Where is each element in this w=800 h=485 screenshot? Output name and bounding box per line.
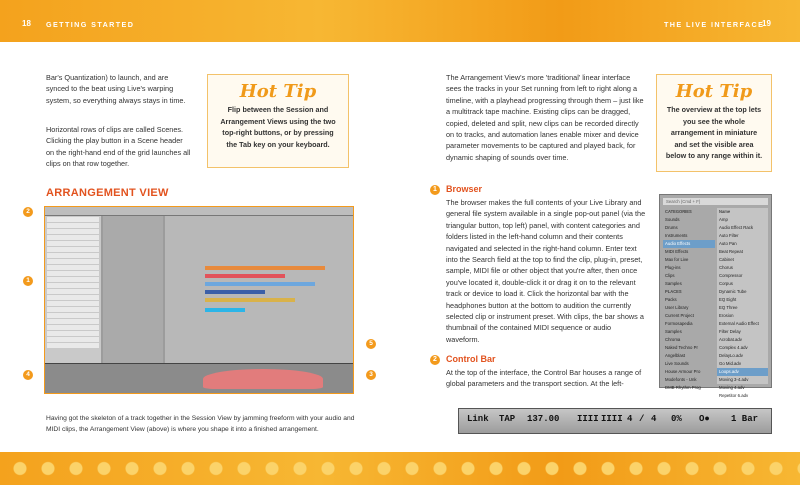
browser-item[interactable]: Erosion [719, 313, 734, 318]
arrangement-caption: Having got the skeleton of a track together in the Session View by jamming freeform with your audio and MIDI clips, the Arrangement View (above) is where you shape it into a finished arrangement. [46, 415, 355, 433]
place-item[interactable]: Modefonts - Unk [665, 377, 697, 382]
left-page-number: 18 [22, 19, 31, 28]
signature-numerator[interactable]: 4 [627, 414, 633, 424]
callout-3: 3 [366, 370, 376, 380]
browser-heading: Browser [446, 184, 483, 194]
control-bar-heading: Control Bar [446, 354, 496, 364]
arrangement-view-screenshot [44, 206, 354, 394]
callout-2: 2 [23, 207, 33, 217]
tap-button[interactable]: TAP [499, 414, 516, 424]
browser-item[interactable]: Filter Delay [719, 329, 741, 334]
hot-tip-title-right: Hot Tip [675, 81, 753, 102]
right-running-title: THE LIVE INTERFACE [664, 20, 765, 29]
browser-item[interactable]: Moving 3-4.adv [719, 377, 749, 382]
arrangement-toolbar [45, 207, 353, 216]
browser-item[interactable]: Chorus [719, 265, 733, 270]
browser-item[interactable]: Cabinet [719, 257, 734, 262]
arrangement-view-heading: ARRANGEMENT VIEW [46, 187, 169, 199]
hot-tip-box-left [207, 74, 349, 168]
left-running-title: GETTING STARTED [46, 20, 135, 29]
hot-tip-box-right [656, 74, 772, 172]
category-item-selected[interactable]: Audio Effects [663, 240, 715, 248]
browser-paragraph: The browser makes the full contents of your Live Library and general file system available in a single pop-out panel (via the triangular button, top left) panel, with content categories and folders listed in the left-hand column and their contents navigated and selected in the right-hand column. Enter text into the Search field at the top to find the clip, plug-in, preset, sample, MIDI file or other object that you're after, then once you've located it, double-click it or drag it on to the relevant track or device to load it. Click the horizontal bar with the headphones button at the bottom to audition the currently selected clip or instrument preset. With clips, the bar shows a thumbnail of the contained MIDI sequence or audio waveform. [446, 198, 646, 344]
browser-item[interactable]: Complex 4.adv [719, 345, 748, 350]
nudge-up-button[interactable]: IIII [601, 414, 623, 424]
category-item[interactable]: Plug-ins [665, 265, 681, 270]
place-item[interactable]: Naked Techno Pr [665, 345, 698, 350]
right-page-number: 19 [762, 19, 771, 28]
browser-item[interactable]: External Audio Effect [719, 321, 759, 326]
callout-4: 4 [23, 370, 33, 380]
metronome-icon[interactable]: O● [699, 414, 710, 424]
place-item[interactable]: Angelblast [665, 353, 686, 358]
name-column-heading: Name [719, 209, 731, 214]
place-item[interactable]: User Library [665, 305, 689, 310]
browser-item[interactable]: EQ Eight [719, 297, 737, 302]
nudge-down-button[interactable]: IIII [577, 414, 599, 424]
hot-tip-title: Hot Tip [239, 81, 317, 102]
categories-heading: CATEGORIES [665, 209, 692, 214]
category-item[interactable]: Clips [665, 273, 675, 278]
browser-number-badge: 1 [430, 185, 440, 195]
left-paragraph-1: Bar's Quantization) to launch, and are synced to the beat using Live's warping system, so everything always stays in time. [46, 73, 186, 105]
category-item[interactable]: Instruments [665, 233, 688, 238]
browser-item[interactable]: Auto Pan [719, 241, 737, 246]
cpu-meter: 0% [671, 414, 682, 424]
waveform-display [203, 369, 323, 389]
browser-item-selected[interactable]: Loops.adv [717, 368, 768, 376]
control-bar-screenshot [458, 408, 772, 434]
arrangement-file-list [103, 216, 163, 363]
hot-tip-body-right: The overview at the top lets you see the whole arrangement in miniature and set the visible area below to any range within it. [665, 105, 763, 160]
browser-item[interactable]: Go Mid.adv [719, 361, 741, 366]
place-item[interactable]: House Armour Pro [665, 369, 701, 374]
browser-item[interactable]: Dynamic Tube [719, 289, 747, 294]
browser-item[interactable]: Moving 4.adv [719, 385, 745, 390]
place-item[interactable]: Samples [665, 329, 682, 334]
category-item[interactable]: Drums [665, 225, 678, 230]
link-button[interactable]: Link [467, 414, 489, 424]
place-item[interactable]: Chroma [665, 337, 681, 342]
hot-tip-body: Flip between the Session and Arrangement Views using the two top-right buttons, or by pressing the Tab key on your keyboard. [220, 105, 336, 149]
places-heading: PLACES [665, 289, 682, 294]
browser-item[interactable]: DelayLo.adv [719, 353, 743, 358]
browser-panel-screenshot [659, 194, 772, 398]
browser-item[interactable]: Auto Filter [719, 233, 739, 238]
browser-search-field[interactable]: Search (Cmd + F) [663, 198, 768, 205]
browser-item[interactable]: Audio Effect Rack [719, 225, 754, 230]
tempo-field[interactable]: 137.00 [527, 414, 560, 424]
browser-item[interactable]: Repetitor 6.adv [719, 393, 749, 398]
signature-slash: / [639, 414, 645, 424]
place-item[interactable]: Packs [665, 297, 677, 302]
browser-item[interactable]: EQ Three [719, 305, 738, 310]
category-item[interactable]: Samples [665, 281, 682, 286]
browser-item[interactable]: Acrobat.adv [719, 337, 742, 342]
arrangement-track-lanes [165, 216, 353, 363]
quantize-menu[interactable]: 1 Bar [731, 414, 759, 424]
browser-right-column [717, 208, 768, 398]
right-paragraph-1: The Arrangement View's more 'traditional' linear interface sees the tracks in your Set running from left to right along a timeline, with a playhead progressing through them – just like a multitrack tape machine. Existing clips can be dragged, copied, deleted and split, new clips can be recorded directly on to tracks, and automation lanes enable mixer and device parameter movements to be captured and played back, for dynamic shaping of sounds over time. [446, 73, 644, 162]
control-bar-number-badge: 2 [430, 355, 440, 365]
category-item[interactable]: MIDI Effects [665, 249, 689, 254]
browser-item[interactable]: Beat Repeat [719, 249, 743, 254]
browser-item[interactable]: Compressor [719, 273, 743, 278]
control-bar-paragraph: At the top of the interface, the Control Bar houses a range of global parameters and the transport section. At the left- [446, 368, 642, 389]
left-paragraph-2: Horizontal rows of clips are called Scenes. Clicking the play button in a Scene header on the right-hand end of the grid launches all clips on that row together. [46, 125, 191, 169]
place-item[interactable]: DMB Rhythm Prog [665, 385, 701, 390]
footer-band [0, 452, 800, 485]
callout-1: 1 [23, 276, 33, 286]
browser-left-column [663, 208, 715, 390]
signature-denominator[interactable]: 4 [651, 414, 657, 424]
browser-item[interactable]: Amp [719, 217, 728, 222]
category-item[interactable]: Max for Live [665, 257, 689, 262]
place-item[interactable]: Current Project [665, 313, 694, 318]
place-item[interactable]: Live Sounds [665, 361, 689, 366]
browser-item[interactable]: Corpus [719, 281, 733, 286]
arrangement-detail-view [45, 363, 353, 393]
place-item[interactable]: Formosapedia [665, 321, 693, 326]
callout-5: 5 [366, 339, 376, 349]
category-item[interactable]: Sounds [665, 217, 680, 222]
